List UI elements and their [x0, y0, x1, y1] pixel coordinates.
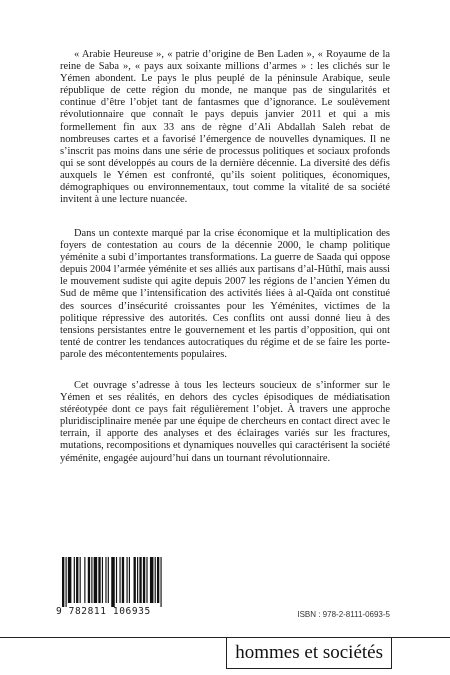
barcode-bar	[76, 557, 78, 603]
barcode-bar	[108, 557, 109, 603]
barcode-bar	[139, 557, 141, 603]
paragraph-text: « Arabie Heureuse », « patrie d’origine de Ben Laden », « Royaume de la reine de Saba », « pays aux soixante millions d’armes » : les clichés sur le Yémen abondent. Le pays le plus peuplé de la péninsule Arabique, seule république de cette région du monde, ne manque pas de singularités et continue d’être l’objet tant de fantasmes que d’ignorance. Le soulèvement révolutionnaire que connaît le pays depuis janvier 2011 et qui a mis formellement fin aux 33 ans de règne d’Ali Abdallah Saleh rebat de nombreuses cartes et a favorisé l’émergence de nouvelles dynamiques. Il ne s’inscrit pas moins dans une série de processus politiques et sociaux profonds qui se sont développés au cours de la dernière décennie. La diversité des défis auxquels le Yémen est confronté, qu’ils soient politiques, économiques, démographiques ou environnementaux, tout comme la vitalité de sa société invitent à une lecture nuancée.	[60, 49, 390, 206]
barcode-bar	[84, 557, 85, 603]
barcode-bar	[80, 557, 81, 603]
barcode-bar	[134, 557, 136, 603]
barcode-bar	[150, 557, 154, 603]
barcode-bar	[155, 557, 156, 603]
barcode-bar	[88, 557, 90, 603]
barcode-bar	[105, 557, 106, 603]
barcode-bar	[119, 557, 120, 603]
collection-name: hommes et sociétés	[226, 638, 392, 669]
barcode-bar	[160, 557, 161, 607]
barcode-bar	[126, 557, 127, 603]
barcode-bar	[137, 557, 138, 603]
barcode-bar	[102, 557, 103, 603]
barcode-bar	[94, 557, 98, 603]
barcode-digits: 9 782811 106935	[56, 606, 151, 617]
blurb-paragraph-3	[60, 380, 390, 465]
barcode-bar	[122, 557, 124, 603]
barcode-bar	[157, 557, 159, 603]
isbn-label: ISBN : 978-2-8111-0693-5	[297, 610, 390, 619]
barcode-bar	[146, 557, 147, 603]
blurb-paragraph-2	[60, 228, 390, 361]
barcode-bar	[129, 557, 130, 603]
barcode-bar	[68, 557, 72, 603]
barcode-bar	[116, 557, 117, 603]
barcode-bar	[111, 557, 115, 607]
paragraph-text: Cet ouvrage s’adresse à tous les lecteurs soucieux de s’informer sur le Yémen et ses réalités, en dehors des cycles épisodiques de médiatisation stéréotypée dont ce pays fait régulièrement l’objet. À travers une approche pluridisciplinaire menée par une équipe de chercheurs en contact direct avec le terrain, il apporte des analyses et des éclairages variés sur les fractures, mutations, recompositions et dynamiques nouvelles qui caractérisent la société yéménite, engagée aujourd’hui dans un tournant révolutionnaire.	[60, 380, 390, 464]
paragraph-text: Dans un contexte marqué par la crise économique et la multiplication des foyers de contestation au cours de la décennie 2000, le champ politique yéménite a subi d’importantes transformations. La guerre de Saada qui oppose depuis 2004 l’armée yéménite et ses alliés aux partisans d’al-Hûthî, mais aussi le mouvement sudiste qui agite depuis 2007 les régions de l’ancien Yémen du Sud de même que l’intensification des activités liées à al-Qaïda ont constitué des sources d’insécurité croissantes pour les Yéménites, victimes de la politique répressive des autorités. Ces conflits ont aussi donné lieu à des tensions persistantes entre le gouvernement et les partis d’opposition, qui ont tenté de contrer les tendances autocratiques du régime et de se faire les porte-parole des mécontentements populaires.	[60, 228, 390, 360]
barcode-bar	[143, 557, 145, 603]
barcode-icon	[62, 557, 164, 607]
barcode-bar	[98, 557, 100, 603]
barcode-bar	[74, 557, 75, 603]
barcode-bar	[91, 557, 92, 603]
barcode-bar	[66, 557, 67, 607]
barcode-bar	[62, 557, 64, 607]
blurb-paragraph-1	[60, 49, 390, 206]
